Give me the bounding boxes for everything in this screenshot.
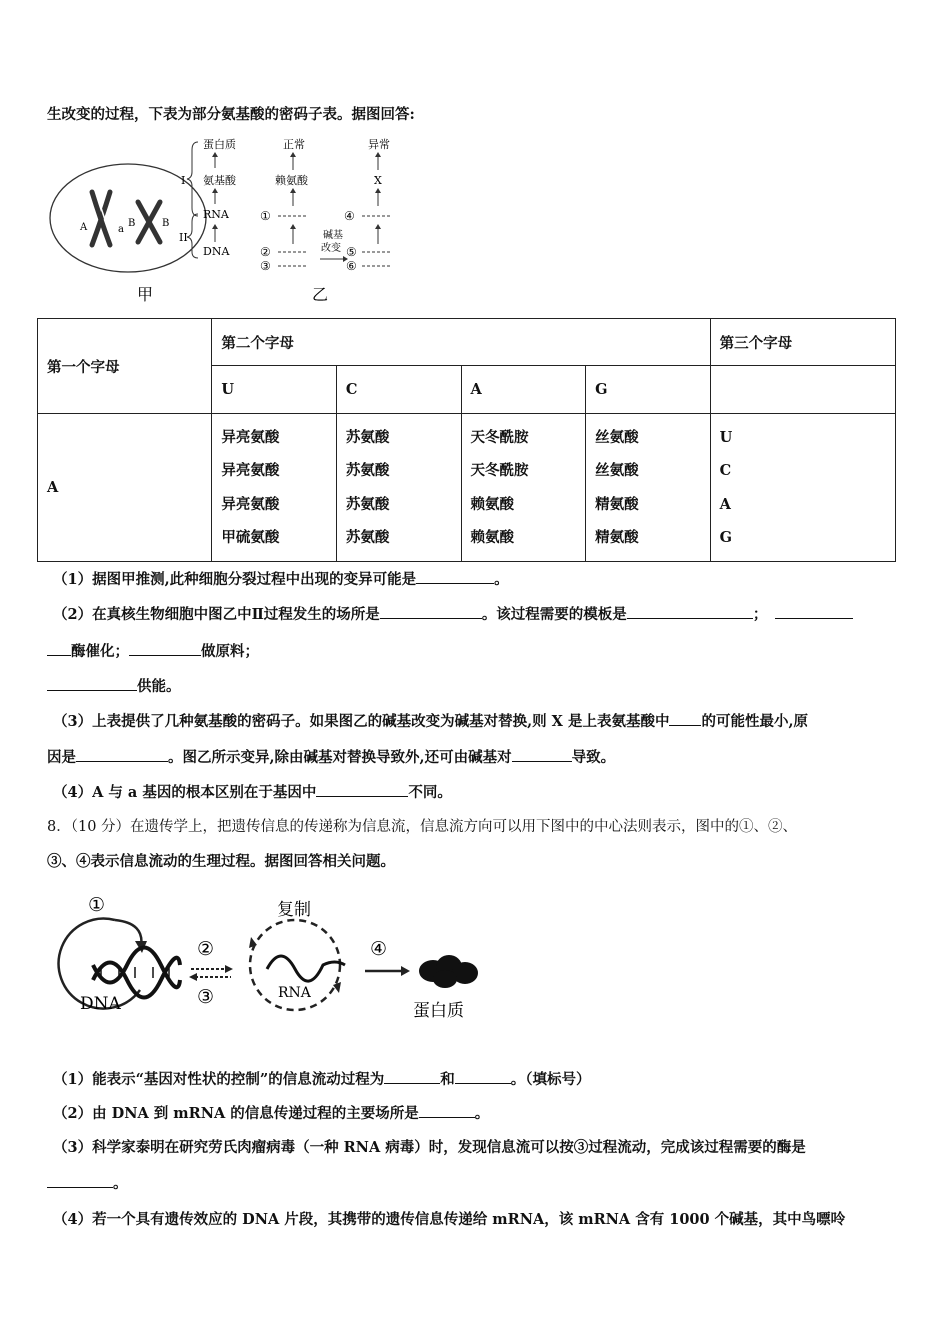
q8-stem-2: ③、④表示信息流动的生理过程。据图回答相关问题。 [47,853,395,870]
label-amino: 氨基酸 [203,174,236,187]
col-third-empty [710,366,895,414]
answer-blank[interactable] [419,1105,475,1118]
q7-line-6: 因是 。图乙所示变异,除由碱基对替换导致外,还可由碱基对 导致。 [47,749,616,766]
label-protein: 蛋白质 [203,138,236,151]
q7-line-5: （3）上表提供了几种氨基酸的密码子。如果图乙的碱基改变为碱基对替换,则 X 是上表氨基酸中 的可能性最小,原 [53,713,809,730]
amino-cell: 丝氨酸 [595,428,639,446]
amino-cell: 赖氨酸 [470,529,514,546]
answer-blank[interactable] [669,713,701,726]
label-dna: DNA [203,245,230,258]
col-a: A [461,366,586,414]
dogma-mark-3: ③ [197,986,215,1008]
mark-3: ③ [260,259,271,273]
cell-g [586,414,711,562]
mark-4: ④ [344,209,355,223]
amino-cell: 天冬酰胺 [470,462,529,479]
answer-blank[interactable] [47,678,137,691]
chromo-label-B2: B [162,218,170,229]
q8-stem-1: 8．（10 分）在遗传学上，把遗传信息的传递称为信息流，信息流方向可以用下图中的中心法则表示，图中的①、②、 [47,819,798,835]
label-normal: 正常 [283,138,305,151]
amino-cell: 苏氨酸 [345,462,390,479]
q8-line-1: （1）能表示“基因对性状的控制”的信息流动过程为 和 。（填标号） [53,1071,591,1088]
amino-cell: 异亮氨酸 [221,428,280,446]
third-letter: A [719,495,731,513]
figure-jia-yi [40,130,420,305]
amino-cell: 异亮氨酸 [221,495,280,513]
answer-blank[interactable] [775,606,853,619]
roman-I: I [181,174,186,187]
central-dogma-figure [45,885,495,1030]
amino-cell: 精氨酸 [595,529,639,546]
answer-blank[interactable] [380,606,482,619]
roman-II: II [179,231,188,244]
codon-table [37,318,896,562]
answer-blank[interactable] [129,643,201,656]
cell-a [461,414,586,562]
dogma-mark-2: ② [197,938,215,960]
amino-cell: 苏氨酸 [345,428,390,446]
amino-cell: 精氨酸 [595,495,639,513]
col-u: U [212,366,337,414]
label-change-1: 碱基 [323,230,343,241]
row-letter: A [38,414,212,562]
q8-line-5: （4）若一个具有遗传效应的 DNA 片段，其携带的遗传信息传递给 mRNA，该 mRNA 含有 1000 个碱基，其中鸟嘌呤 [53,1211,846,1228]
label-jia: 甲 [137,285,154,304]
answer-blank[interactable] [76,749,168,762]
amino-cell: 异亮氨酸 [221,462,280,479]
dogma-copy-label: 复制 [277,900,311,920]
label-x: X [374,174,382,187]
col-g: G [586,366,711,414]
answer-blank[interactable] [47,1175,113,1188]
q7-line-2: （2）在真核生物细胞中图乙中Ⅱ过程发生的场所是 。该过程需要的模板是 ； [53,603,853,624]
header-first: 第一个字母 [38,319,212,414]
q8-line-4: 。 [47,1172,128,1193]
mark-6: ⑥ [346,259,357,273]
third-letter: C [719,462,732,479]
amino-cell: 苏氨酸 [345,495,390,513]
chromo-label-A: A [80,222,88,233]
answer-blank[interactable] [512,749,572,762]
q7-line-3: 酶催化； 做原料； [47,640,259,661]
label-yi: 乙 [312,285,329,304]
label-abnormal: 异常 [368,138,390,151]
chromo-label-B1: B [128,218,136,229]
label-rna: RNA [203,208,229,221]
amino-cell: 赖氨酸 [470,495,514,513]
answer-blank[interactable] [455,1071,511,1084]
answer-blank[interactable] [416,571,494,584]
mark-5: ⑤ [346,245,357,259]
answer-blank[interactable] [47,643,71,656]
amino-cell: 丝氨酸 [595,462,639,479]
amino-cell: 苏氨酸 [345,529,390,546]
mark-2: ② [260,245,271,259]
third-letter: U [719,428,733,446]
protein-blob [419,955,478,988]
q7-line-1: （1）据图甲推测,此种细胞分裂过程中出现的变异可能是 。 [53,571,509,588]
brace-I [187,142,198,216]
dogma-mark-1: ① [88,894,106,916]
col-c: C [336,366,461,414]
mark-1: ① [260,209,271,223]
cell-u [212,414,337,562]
dogma-dna-label: DNA [80,994,121,1014]
header-second: 第二个字母 [212,319,710,366]
dogma-rna-label: RNA [278,985,311,1001]
label-lys: 赖氨酸 [275,174,308,187]
answer-blank[interactable] [627,606,753,619]
dogma-mark-4: ④ [370,938,388,960]
dogma-protein-label: 蛋白质 [413,1001,464,1021]
rna-strand [267,956,345,981]
q7-line-4: 供能。 [47,675,181,696]
cell-c [336,414,461,562]
q8-line-3: （3）科学家泰明在研究劳氏肉瘤病毒（一种 RNA 病毒）时，发现信息流可以按③过程流动，完成该过程需要的酶是 [53,1139,806,1156]
q7-line-7: （4）A 与 a 基因的根本区别在于基因中 不同。 [53,784,452,801]
label-change-2: 改变 [321,243,341,254]
third-letter: G [719,529,733,546]
header-third: 第三个字母 [710,319,895,366]
chromo-label-a: a [118,224,124,235]
q8-line-2: （2）由 DNA 到 mRNA 的信息传递过程的主要场所是 。 [53,1105,490,1122]
cell-third [710,414,895,562]
amino-cell: 甲硫氨酸 [221,529,280,546]
intro-text: 生改变的过程，下表为部分氨基酸的密码子表。据图回答: [47,106,415,123]
answer-blank[interactable] [384,1071,440,1084]
amino-cell: 天冬酰胺 [470,428,529,446]
answer-blank[interactable] [316,784,408,797]
